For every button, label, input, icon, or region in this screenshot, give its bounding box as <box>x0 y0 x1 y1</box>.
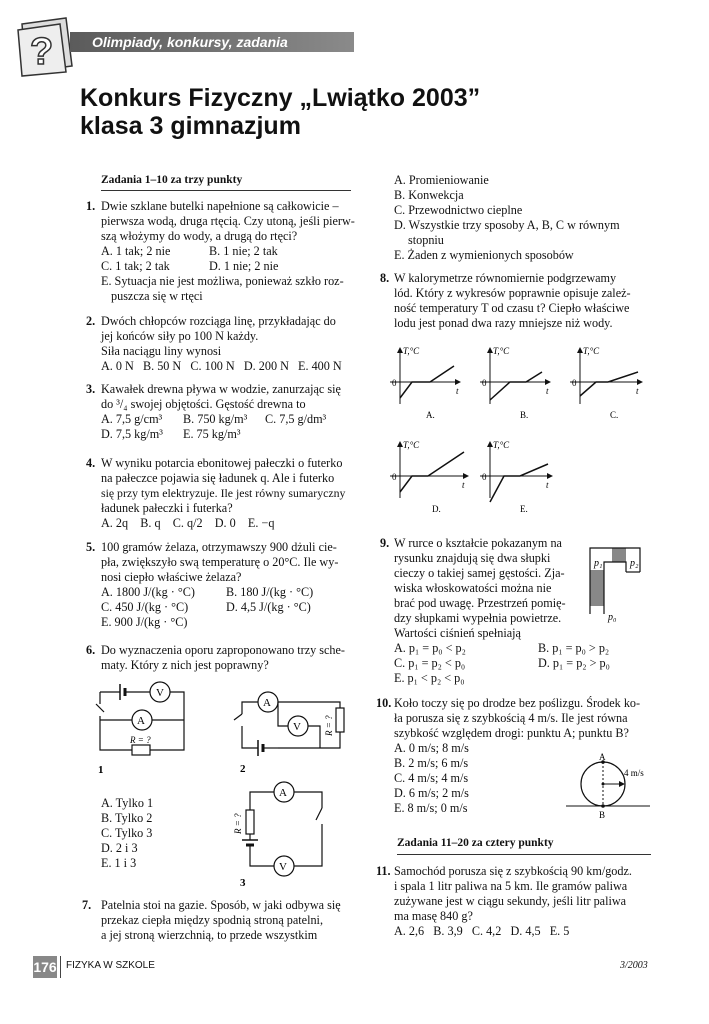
velocity-label: 4 m/s <box>624 768 644 778</box>
magazine-name: FIZYKA W SZKOLE <box>66 960 155 971</box>
graph-label-a: A. <box>426 410 435 420</box>
question-text: Dwóch chłopców rozciąga linę, przykładając do <box>101 314 336 328</box>
zero-label: 0 <box>392 378 397 388</box>
question-text: ładunek pałeczki i futerka? <box>101 501 233 515</box>
answer-c: C. 7,5 g/dm³ <box>265 412 327 426</box>
answer-a: A. Promieniowanie <box>394 173 489 187</box>
pressure-label-p2: p₂ <box>630 558 639 569</box>
question-number: 10. <box>376 696 392 710</box>
question-text: Do wyznaczenia oporu zaproponowano trzy sche- <box>101 643 345 657</box>
answer-e: E. 900 J/(kg · °C) <box>101 615 188 629</box>
voltmeter-label: V <box>156 687 164 699</box>
ammeter-label: A <box>137 715 145 727</box>
axis-label-x: t <box>546 386 549 396</box>
question-text: 100 gramów żelaza, otrzymawszy 900 dżuli cie- <box>101 540 337 554</box>
question-text: Patelnia stoi na gazie. Sposób, w jaki odbywa się <box>101 898 341 912</box>
answer-e-cont: puszcza się w rtęci <box>111 289 203 303</box>
question-text: Koło toczy się po drodze bez poślizgu. Środek ko- <box>394 696 641 710</box>
u-tube-diagram <box>586 544 676 624</box>
question-text: szą włożymy do wody, a drugą do rtęci? <box>101 229 298 243</box>
answer-b: B. 750 kg/m³ <box>183 412 248 426</box>
question-mark-logo-icon <box>12 14 76 78</box>
page-title <box>80 84 480 140</box>
answer-b: B. Konwekcja <box>394 188 464 202</box>
axis-label-y: T,°C <box>403 440 420 450</box>
axis-label-x: t <box>456 386 459 396</box>
footer-divider <box>60 956 61 978</box>
question-text: Kawałek drewna pływa w wodzie, zanurzając się <box>101 382 341 396</box>
answer-e: E. 75 kg/m³ <box>183 427 241 441</box>
graph-label-b: B. <box>520 410 529 420</box>
circuit-number: 2 <box>240 763 246 775</box>
question-number: 9. <box>380 536 390 550</box>
answer-c: C. Tylko 3 <box>101 826 153 840</box>
question-7-answers <box>394 173 656 263</box>
svg-text:?: ? <box>30 31 54 73</box>
question-text: a jej stroną wierzchnią, to przede wszystkim <box>101 928 318 942</box>
answer-c: C. Przewodnictwo cieplne <box>394 203 523 217</box>
section-heading: Zadania 11–20 za cztery punkty <box>397 837 554 849</box>
voltmeter-label: V <box>279 861 287 873</box>
question-text: pła, zwiększyło swą temperaturę o 20°C. Ile wy- <box>101 555 339 569</box>
zero-label: 0 <box>392 472 397 482</box>
answer-c: C. p₁ = p₂ < p₀ <box>394 656 466 670</box>
axis-label-y: T,°C <box>403 346 420 356</box>
question-text: lód. Który z wykresów poprawnie opisuje zależ- <box>394 286 631 300</box>
graph-label-c: C. <box>610 410 619 420</box>
axis-label-y: T,°C <box>493 440 510 450</box>
question-text: Samochód porusza się z szybkością 90 km/godz. <box>394 864 632 878</box>
graph-label-e: E. <box>520 504 528 514</box>
question-number: 11. <box>376 864 391 878</box>
answer-b: B. 180 J/(kg · °C) <box>226 585 314 599</box>
answer-d: D. Wszystkie trzy sposoby A, B, C w równym <box>394 218 620 232</box>
question-text: lodu jest ponad dwa razy mniejsze niż wody. <box>394 316 613 330</box>
question-number: 8. <box>380 271 390 285</box>
answer-c: C. 1 tak; 2 tak <box>101 259 170 273</box>
circuit-number: 1 <box>98 764 104 776</box>
answer-a: A. 7,5 g/cm³ <box>101 412 163 426</box>
divider <box>397 854 651 855</box>
question-text: się przy tym elektryzuje. Ile jest równy sumaryczny <box>101 486 346 500</box>
answer-a: A. Tylko 1 <box>101 796 154 810</box>
axis-label-x: t <box>546 480 549 490</box>
answers: A. 2,6 B. 3,9 C. 4,2 D. 4,5 E. 5 <box>394 924 570 938</box>
question-text: brać pod uwagę. Przestrzeń pomię- <box>394 596 566 610</box>
banner-text: Olimpiady, konkursy, zadania <box>92 34 288 50</box>
answer-a: A. 1800 J/(kg · °C) <box>101 585 195 599</box>
zero-label: 0 <box>482 378 487 388</box>
question-text: maty. Który z nich jest poprawny? <box>101 658 269 672</box>
question-number: 5. <box>86 540 96 554</box>
answers: A. 2q B. q C. q/2 D. 0 E. −q <box>101 516 275 530</box>
answer-d: D. p₁ = p₂ > p₀ <box>538 656 610 670</box>
zero-label: 0 <box>572 378 577 388</box>
answer-e: E. Sytuacja nie jest możliwa, ponieważ szkło roz- <box>101 274 344 288</box>
question-number: 6. <box>86 643 96 657</box>
question-text: ność temperatury T od czasu t? Ciepło właściwe <box>394 301 630 315</box>
question-text: szybkość względem drogi: punktu A; punktu B? <box>394 726 629 740</box>
point-b-label: B <box>599 810 606 820</box>
axis-label-y: T,°C <box>583 346 600 356</box>
answer-e: E. 8 m/s; 0 m/s <box>394 801 468 815</box>
question-text: do ³/₄ swojej objętości. Gęstość drewna to <box>101 397 306 411</box>
question-text: Siła naciągu liny wynosi <box>101 344 222 358</box>
circuit-number: 3 <box>240 877 246 889</box>
section-heading: Zadania 1–10 za trzy punkty <box>101 174 243 186</box>
page-number: 176 <box>33 956 57 978</box>
graph-label-d: D. <box>432 504 441 514</box>
issue-number: 3/2003 <box>620 960 648 971</box>
ammeter-label: A <box>279 787 287 799</box>
answer-e: E. 1 i 3 <box>101 856 137 870</box>
question-number: 4. <box>86 456 96 470</box>
circuit-diagram-3 <box>228 780 338 890</box>
question-text: Dwie szklane butelki napełnione są całkowicie – <box>101 199 339 213</box>
answer-b: B. 2 m/s; 6 m/s <box>394 756 469 770</box>
question-text: ma masę 840 g? <box>394 909 473 923</box>
question-text: W kalorymetrze równomiernie podgrzewamy <box>394 271 617 285</box>
question-number: 1. <box>86 199 96 213</box>
answer-b: B. Tylko 2 <box>101 811 153 825</box>
question-text: rysunku znajdują się dwa słupki <box>394 551 551 565</box>
question-text: nosi ciepło właściwe żelaza? <box>101 570 242 584</box>
question-text: jej końców siły po 100 N każdy. <box>101 329 259 343</box>
answer-d: D. 1 nie; 2 nie <box>209 259 279 273</box>
resistor-label: R = ? <box>233 813 243 834</box>
answer-a: A. p₁ = p₀ < p₂ <box>394 641 466 655</box>
question-text: W rurce o kształcie pokazanym na <box>394 536 562 550</box>
answers: A. 0 N B. 50 N C. 100 N D. 200 N E. 400 N <box>101 359 342 373</box>
question-6-answers <box>101 796 221 871</box>
answer-d: D. 2 i 3 <box>101 841 138 855</box>
resistor-label: R = ? <box>130 735 151 745</box>
answer-e: E. Żaden z wymienionych sposobów <box>394 248 574 262</box>
question-text: cieczy o takiej samej gęstości. Zja- <box>394 566 565 580</box>
point-a-label: A <box>599 752 606 762</box>
title-line-2: klasa 3 gimnazjum <box>80 112 301 140</box>
question-text: na pałeczce pojawia się ładunek q. Ale i futerko <box>101 471 335 485</box>
answer-b: B. p₁ = p₀ > p₂ <box>538 641 610 655</box>
question-text: ła porusza się z szybkością 4 m/s. Ile jest równa <box>394 711 628 725</box>
divider <box>101 190 351 191</box>
answer-d: D. 6 m/s; 2 m/s <box>394 786 469 800</box>
circuit-diagram-2 <box>232 690 352 778</box>
answer-a: A. 0 m/s; 8 m/s <box>394 741 469 755</box>
question-number: 7. <box>82 898 92 912</box>
voltmeter-label: V <box>293 721 301 733</box>
answer-d: D. 4,5 J/(kg · °C) <box>226 600 311 614</box>
axis-label-x: t <box>636 386 639 396</box>
ammeter-label: A <box>263 697 271 709</box>
pressure-label-p0: p₀ <box>608 612 617 623</box>
answer-d: D. 7,5 kg/m³ <box>101 427 163 441</box>
question-text: przekaz ciepła między spodnią stroną patelni, <box>101 913 323 927</box>
answer-c: C. 4 m/s; 4 m/s <box>394 771 469 785</box>
axis-label-x: t <box>462 480 465 490</box>
question-number: 3. <box>86 382 96 396</box>
section-banner <box>70 32 354 52</box>
question-text: wiska włoskowatości można nie <box>394 581 552 595</box>
question-text: i spala 1 litr paliwa na 5 km. Ile gramów paliwa <box>394 879 628 893</box>
title-line-1: Konkurs Fizyczny „Lwiątko 2003” <box>80 84 481 112</box>
zero-label: 0 <box>482 472 487 482</box>
question-number: 2. <box>86 314 96 328</box>
question-text: Wartości ciśnień spełniają <box>394 626 521 640</box>
question-text: pierwsza wodą, druga rtęcią. Czy utoną, jeśli pierw- <box>101 214 355 228</box>
question-text: zużywane jest w ciągu sekundy, jeśli litr paliwa <box>394 894 627 908</box>
rolling-wheel-diagram <box>560 752 680 822</box>
question-text: dzy słupkami wypełnia powietrze. <box>394 611 562 625</box>
circuit-diagram-1 <box>92 678 202 778</box>
temperature-graphs <box>370 342 670 516</box>
answer-e: E. p₁ < p₂ < p₀ <box>394 671 465 685</box>
answer-a: A. 1 tak; 2 nie <box>101 244 171 258</box>
answer-b: B. 1 nie; 2 tak <box>209 244 278 258</box>
question-text: W wyniku potarcia ebonitowej pałeczki o futerko <box>101 456 343 470</box>
answer-d-cont: stopniu <box>408 233 444 247</box>
axis-label-y: T,°C <box>493 346 510 356</box>
answer-c: C. 450 J/(kg · °C) <box>101 600 189 614</box>
resistor-label: R = ? <box>324 715 334 736</box>
pressure-label-p1: p₁ <box>594 558 603 569</box>
